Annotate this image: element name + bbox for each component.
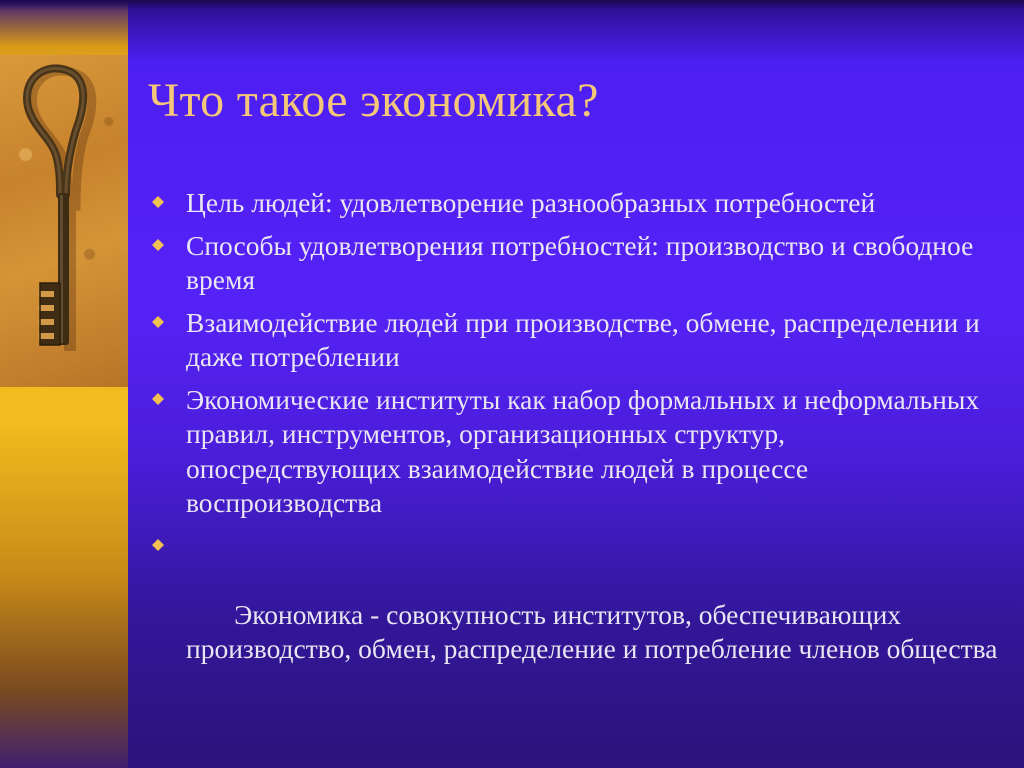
bullet-text: Способы удовлетворения потребностей: производство и свободное время [186,229,974,295]
diamond-bullet-icon [152,196,164,208]
list-item [148,383,998,521]
bullet-list [148,186,998,709]
key-photo [0,55,128,387]
slide-title: Что такое экономика? [148,74,599,127]
bullet-text: Экономика - совокупность институтов, обеспечивающих производство, обмен, распределение и потребление членов общества [186,598,998,664]
diamond-bullet-icon [152,539,164,551]
bullet-text: Цель людей: удовлетворение разнообразных потребностей [186,187,876,218]
list-item [148,229,998,298]
list-item [148,306,998,375]
bullet-text: Взаимодействие людей при производстве, обмене, распределении и даже потреблении [186,306,980,372]
diamond-bullet-icon [152,393,164,405]
diamond-bullet-icon [152,316,164,328]
old-key-icon [0,55,128,387]
list-item [148,529,998,702]
bullet-text: Экономические институты как набор формальных и неформальных правил, инструментов, организационных структур, опосредствующих взаимодействие людей в процессе воспроизводства [186,383,980,518]
diamond-bullet-icon [152,239,164,251]
top-shade [0,0,1024,10]
list-item [148,186,998,221]
